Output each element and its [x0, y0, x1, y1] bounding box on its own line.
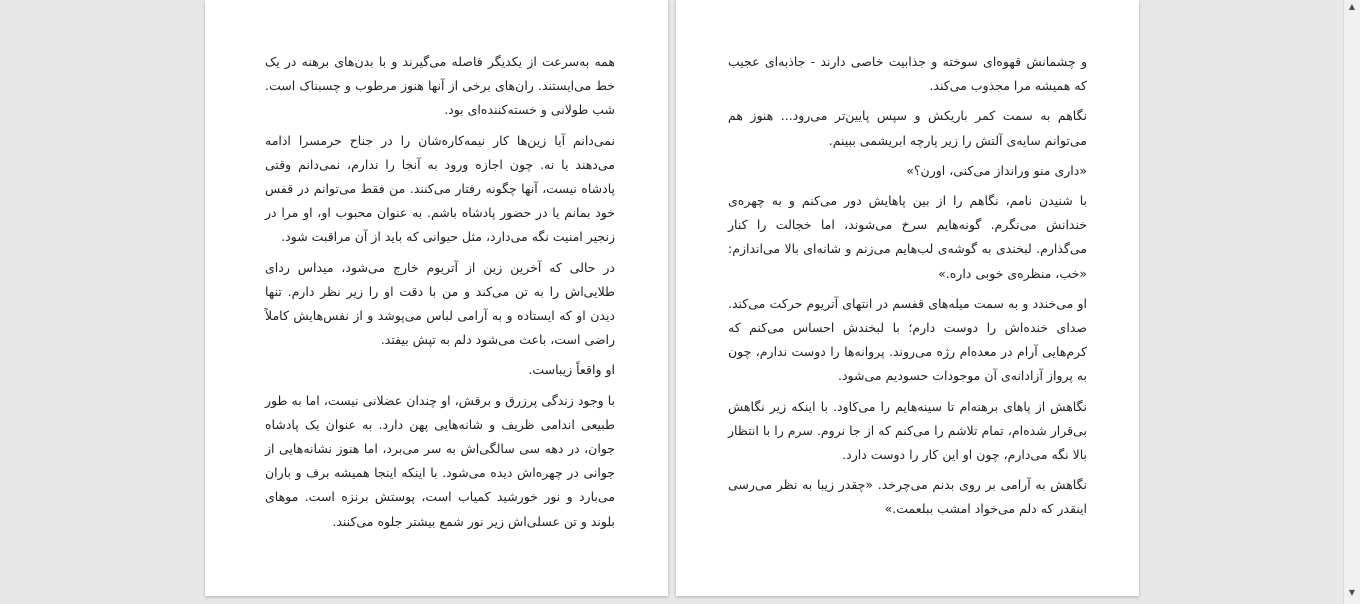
scroll-up-arrow-icon[interactable]: ▲: [1348, 2, 1356, 11]
page-left-text: [265, 50, 615, 540]
paragraph: «داری منو ورانداز می‌کنی، اورن؟»: [906, 162, 1087, 178]
paragraph: نگاهم به سمت کمر باریکش و سپس پایین‌تر می‌رود... هنوز هم می‌توانم سایه‌ی آلتش را زیر پارچه ابریشمی ببینم.: [728, 108, 1087, 148]
paragraph: نگاهش از پاهای برهنه‌ام تا سینه‌هایم را می‌کاود. با اینکه زیر نگاهش بی‌قرار شده‌ام، تمام تلاشم را می‌کنم که از جا نروم. سرم را با انتظار بالا نگه می‌دارم، چون او این کار را دوست دارد.: [728, 398, 1087, 463]
paragraph: او واقعاً زیباست.: [528, 362, 615, 378]
paragraph: همه به‌سرعت از یکدیگر فاصله می‌گیرند و با بدن‌های برهنه در یک خط می‌ایستند. ران‌های برخی از آنها هنوز مرطوب و چسبناک است. شب طولانی و خسته‌کننده‌ای بود.: [265, 54, 615, 118]
paragraph: او می‌خندد و به سمت میله‌های قفسم در انتهای آتریوم حرکت می‌کند. صدای خنده‌اش را دوست دارم؛ با لبخندش احساس می‌کنم که کرم‌هایی آرام در معده‌ام رژه می‌روند. پروانه‌ها را دوست ندارم، چون به پرواز آزادانه‌ی آن موجودات حسودیم می‌شود.: [728, 295, 1087, 384]
paragraph: با وجود زندگی پرزرق و برقش، او چندان عضلانی نیست، اما به طور طبیعی اندامی ظریف و شانه‌هایی پهن دارد. به عنوان یک پادشاه جوان، در دهه سی سالگی‌اش به سر می‌برد، اما هنوز نشانه‌هایی از جوانی در چهره‌اش دیده می‌شود. با اینکه اینجا همیشه برف و باران می‌بارد و نور خورشید کمیاب است، پوستش برنزه است. موهای بلوند و تن عسلی‌اش زیر نور شمع بیشتر جلوه می‌کنند.: [265, 392, 615, 529]
paragraph: نمی‌دانم آیا زین‌ها کار نیمه‌کاره‌شان را در جناح حرمسرا ادامه می‌دهند یا نه. چون اجازه ورود به آنجا را ندارم، نمی‌دانم وقتی پادشاه نیست، آنها چگونه رفتار می‌کنند. من فقط می‌توانم در قفس خود بمانم یا در حضور پادشاه باشم. به عنوان محبوب او، او مرا در زنجیر امنیت نگه می‌دارد، مثل حیوانی که باید از آن مراقبت شود.: [265, 132, 615, 245]
page-left: [205, 0, 668, 596]
paragraph: نگاهش به آرامی بر روی بدنم می‌چرخد. «چقدر زیبا به نظر می‌رسی اینقدر که دلم می‌خواد امشب ببلعمت.»: [728, 477, 1087, 517]
scrollbar-thumb[interactable]: [1348, 14, 1356, 574]
paragraph: در حالی که آخرین زین از آتریوم خارج می‌شود، میداس ردای طلایی‌اش را به تن می‌کند و من با دقت او را زیر نظر دارم. تنها دیدن او که ایستاده و به آرامی لباس می‌پوشد و از نفس‌هایش کاملاً راضی است، باعث می‌شود دلم به تپش بیفتد.: [265, 259, 615, 348]
page-right-text: [728, 50, 1087, 528]
vertical-scrollbar[interactable]: [1343, 0, 1360, 604]
scroll-down-arrow-icon[interactable]: ▼: [1348, 588, 1356, 597]
paragraph: با شنیدن نامم، نگاهم را از بین پاهایش دور می‌کنم و به چهره‌ی خندانش می‌نگرم. گونه‌هایم سرخ می‌شوند، اما خجالت را کنار می‌گذارم. لبخندی به گوشه‌ی لب‌هایم می‌زنم و شانه‌ای بالا می‌اندازم: «خب، منظره‌ی خوبی داره.»: [728, 193, 1087, 281]
paragraph: و چشمانش قهوه‌ای سوخته و جذابیت خاصی دارند - جاذبه‌ای عجیب که همیشه مرا مجذوب می‌کند.: [728, 54, 1087, 94]
page-right: [676, 0, 1139, 596]
